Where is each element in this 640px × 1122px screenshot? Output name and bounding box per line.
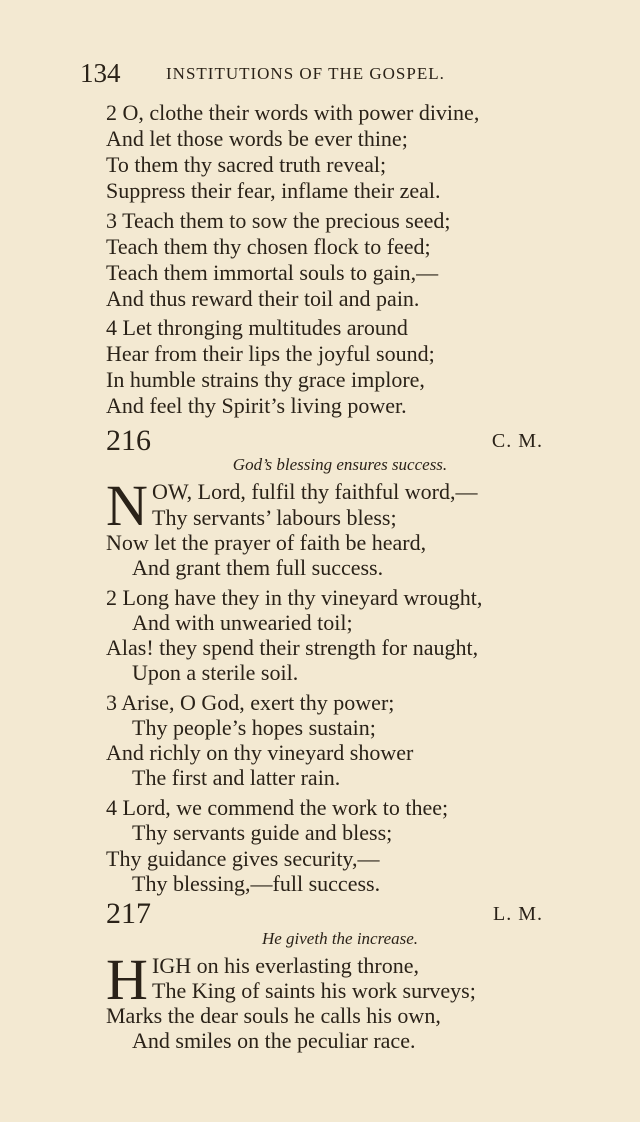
verse-line: 2 O, clothe their words with power divine, — [106, 100, 480, 125]
verse-line: Thy guidance gives security,— — [106, 846, 380, 871]
page-number: 134 — [80, 58, 121, 88]
verse-line: And thus reward their toil and pain. — [106, 286, 420, 311]
hymn-subtitle: God’s blessing ensures success. — [232, 455, 448, 474]
verse-line: And feel thy Spirit’s living power. — [106, 393, 407, 418]
verse-line: 4 Lord, we commend the work to thee; — [106, 795, 449, 820]
verse-line: And with unwearied toil; — [132, 610, 353, 635]
verse-line: Teach them thy chosen flock to feed; — [106, 234, 431, 259]
hymn-number: 217 — [106, 897, 151, 930]
verse-line: And grant them full success. — [132, 555, 384, 580]
verse-line: 4 Let thronging multitudes around — [106, 315, 408, 340]
verse-line: IGH on his everlasting throne, — [152, 953, 419, 978]
verse-line: The King of saints his work surveys; — [152, 978, 476, 1003]
verse-line: Thy blessing,—full success. — [132, 871, 381, 896]
verse-line: The first and latter rain. — [132, 765, 341, 790]
verse-line: Alas! they spend their strength for naught, — [106, 635, 479, 660]
verse-line: Marks the dear souls he calls his own, — [106, 1003, 441, 1028]
verse-line: 3 Arise, O God, exert thy power; — [106, 690, 395, 715]
running-title: INSTITUTIONS OF THE GOSPEL. — [166, 64, 445, 83]
verse-line: In humble strains thy grace implore, — [106, 367, 425, 392]
hymn-number: 216 — [106, 424, 151, 457]
verse-line: Upon a sterile soil. — [132, 660, 299, 685]
verse-line: Thy servants’ labours bless; — [152, 505, 397, 530]
hymn-subtitle: He giveth the increase. — [261, 929, 419, 948]
verse-line: And smiles on the peculiar race. — [132, 1028, 416, 1053]
verse-line: Suppress their fear, inflame their zeal. — [106, 178, 441, 203]
verse-line: OW, Lord, fulfil thy faithful word,— — [152, 479, 478, 504]
verse-line: Now let the prayer of faith be heard, — [106, 530, 427, 555]
verse-line: Thy people’s hopes sustain; — [132, 715, 376, 740]
page-header — [80, 58, 540, 90]
verse-line: Hear from their lips the joyful sound; — [106, 341, 435, 366]
drop-cap: H — [106, 947, 148, 1012]
verse-line: To them thy sacred truth reveal; — [106, 152, 387, 177]
verse-line: Teach them immortal souls to gain,— — [106, 260, 439, 285]
verse-line: Thy servants guide and bless; — [132, 820, 393, 845]
hymn-meter: L. M. — [493, 903, 543, 925]
verse-line: 3 Teach them to sow the precious seed; — [106, 208, 451, 233]
verse-line: 2 Long have they in thy vineyard wrought, — [106, 585, 483, 610]
verse-line: And richly on thy vineyard shower — [106, 740, 414, 765]
drop-cap: N — [106, 473, 148, 538]
hymn-meter: C. M. — [491, 430, 543, 452]
verse-line: And let those words be ever thine; — [106, 126, 408, 151]
